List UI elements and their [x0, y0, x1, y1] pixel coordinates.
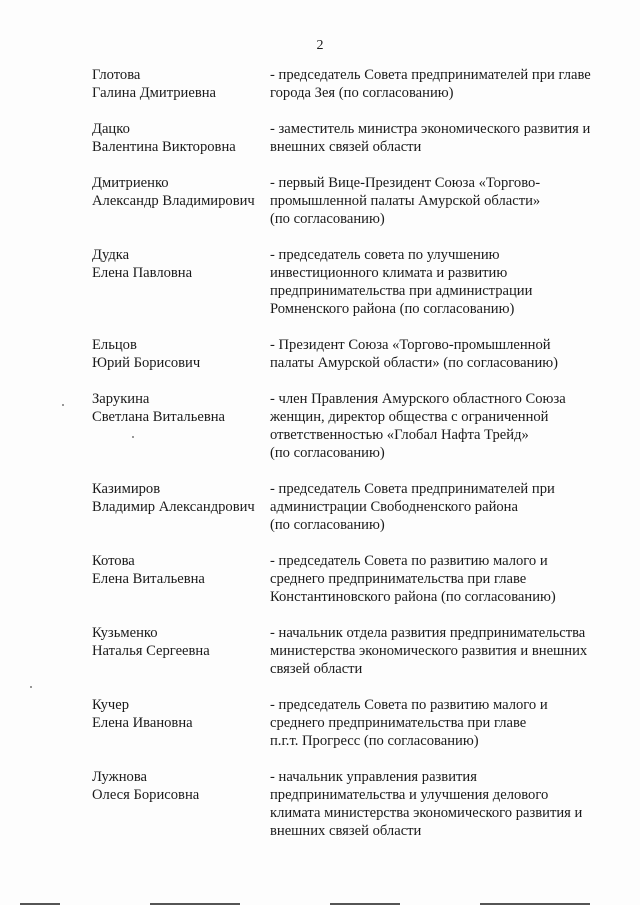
member-role-line: - председатель Совета по развитию малого и: [270, 553, 548, 569]
member-surname: Кучер: [92, 697, 130, 713]
member-entry: [92, 246, 612, 318]
member-role-line: предпринимательства при администрации: [270, 283, 533, 299]
member-role: [270, 390, 612, 462]
member-role-line: города Зея (по согласованию): [270, 85, 454, 101]
member-entry: [92, 174, 612, 228]
member-given-names: Галина Дмитриевна: [92, 85, 217, 101]
member-role-line: связей области: [270, 661, 363, 677]
page-number: 2: [316, 38, 324, 53]
member-role-line: - председатель совета по улучшению: [270, 247, 500, 263]
member-surname: Казимиров: [92, 481, 161, 497]
member-given-names: Наталья Сергеевна: [92, 643, 210, 659]
member-role-line: п.г.т. Прогресс (по согласованию): [270, 733, 479, 749]
member-given-names: Елена Ивановна: [92, 715, 193, 731]
member-role-line: ответственностью «Глобал Нафта Трейд»: [270, 427, 529, 443]
member-surname: Лужнова: [92, 769, 148, 785]
member-role-line: - председатель Совета предпринимателей при главе: [270, 67, 591, 83]
member-role-line: - начальник отдела развития предпринимательства: [270, 625, 586, 641]
member-role: [270, 696, 612, 750]
member-entry: [92, 696, 612, 750]
member-role-line: (по согласованию): [270, 445, 385, 461]
member-role-line: климата министерства экономического развития и: [270, 805, 583, 821]
member-role: [270, 120, 612, 156]
member-role: [270, 246, 612, 318]
member-name: [92, 390, 270, 462]
member-role-line: Ромненского района (по согласованию): [270, 301, 515, 317]
member-role-line: - первый Вице-Президент Союза «Торгово-: [270, 175, 541, 191]
member-given-names: Светлана Витальевна: [92, 409, 226, 425]
member-name: [92, 120, 270, 156]
member-role-line: внешних связей области: [270, 823, 422, 839]
member-given-names: Валентина Викторовна: [92, 139, 236, 155]
member-surname: Глотова: [92, 67, 141, 83]
member-role-line: (по согласованию): [270, 517, 385, 533]
member-entry: [92, 120, 612, 156]
member-role-line: - заместитель министра экономического развития и: [270, 121, 591, 137]
member-given-names: Александр Владимирович: [92, 193, 255, 209]
member-role-line: Константиновского района (по согласованию): [270, 589, 556, 605]
member-role-line: администрации Свободненского района: [270, 499, 518, 515]
member-name: [92, 552, 270, 606]
member-role-line: промышленной палаты Амурской области»: [270, 193, 541, 209]
member-entry: [92, 552, 612, 606]
member-role-line: среднего предпринимательства при главе: [270, 715, 527, 731]
member-name: [92, 768, 270, 840]
member-name: [92, 696, 270, 750]
member-surname: Дудка: [92, 247, 130, 263]
member-role-line: предпринимательства и улучшения делового: [270, 787, 549, 803]
member-entry: [92, 390, 612, 462]
member-surname: Кузьменко: [92, 625, 158, 641]
scan-speck: [132, 436, 134, 438]
member-role: [270, 552, 612, 606]
member-entry: [92, 66, 612, 102]
member-entry: [92, 624, 612, 678]
member-given-names: Елена Павловна: [92, 265, 193, 281]
member-surname: Ельцов: [92, 337, 137, 353]
member-role-line: женщин, директор общества с ограниченной: [270, 409, 549, 425]
member-given-names: Елена Витальевна: [92, 571, 205, 587]
member-role-line: - начальник управления развития: [270, 769, 477, 785]
member-role: [270, 336, 612, 372]
member-role: [270, 66, 612, 102]
member-given-names: Юрий Борисович: [92, 355, 201, 371]
member-surname: Зарукина: [92, 391, 150, 407]
member-role: [270, 624, 612, 678]
member-list: [92, 66, 612, 840]
member-name: [92, 624, 270, 678]
member-role-line: внешних связей области: [270, 139, 422, 155]
member-entry: [92, 768, 612, 840]
member-surname: Котова: [92, 553, 135, 569]
member-role-line: инвестиционного климата и развитию: [270, 265, 508, 281]
member-name: [92, 336, 270, 372]
scan-speck: [30, 686, 32, 688]
member-role-line: - председатель Совета предпринимателей при: [270, 481, 555, 497]
member-role-line: - председатель Совета по развитию малого и: [270, 697, 548, 713]
member-name: [92, 480, 270, 534]
member-name: [92, 66, 270, 102]
member-entry: [92, 336, 612, 372]
member-role-line: среднего предпринимательства при главе: [270, 571, 527, 587]
member-role: [270, 768, 612, 840]
member-surname: Дацко: [92, 121, 130, 137]
member-name: [92, 174, 270, 228]
member-role-line: палаты Амурской области» (по согласованию): [270, 355, 559, 371]
member-name: [92, 246, 270, 318]
member-given-names: Олеся Борисовна: [92, 787, 200, 803]
member-role-line: (по согласованию): [270, 211, 385, 227]
member-role-line: министерства экономического развития и внешних: [270, 643, 588, 659]
scan-speck: [62, 404, 64, 406]
member-surname: Дмитриенко: [92, 175, 169, 191]
member-role-line: - Президент Союза «Торгово-промышленной: [270, 337, 551, 353]
member-role: [270, 480, 612, 534]
member-given-names: Владимир Александрович: [92, 499, 255, 515]
member-role-line: - член Правления Амурского областного Союза: [270, 391, 566, 407]
member-role: [270, 174, 612, 228]
member-entry: [92, 480, 612, 534]
